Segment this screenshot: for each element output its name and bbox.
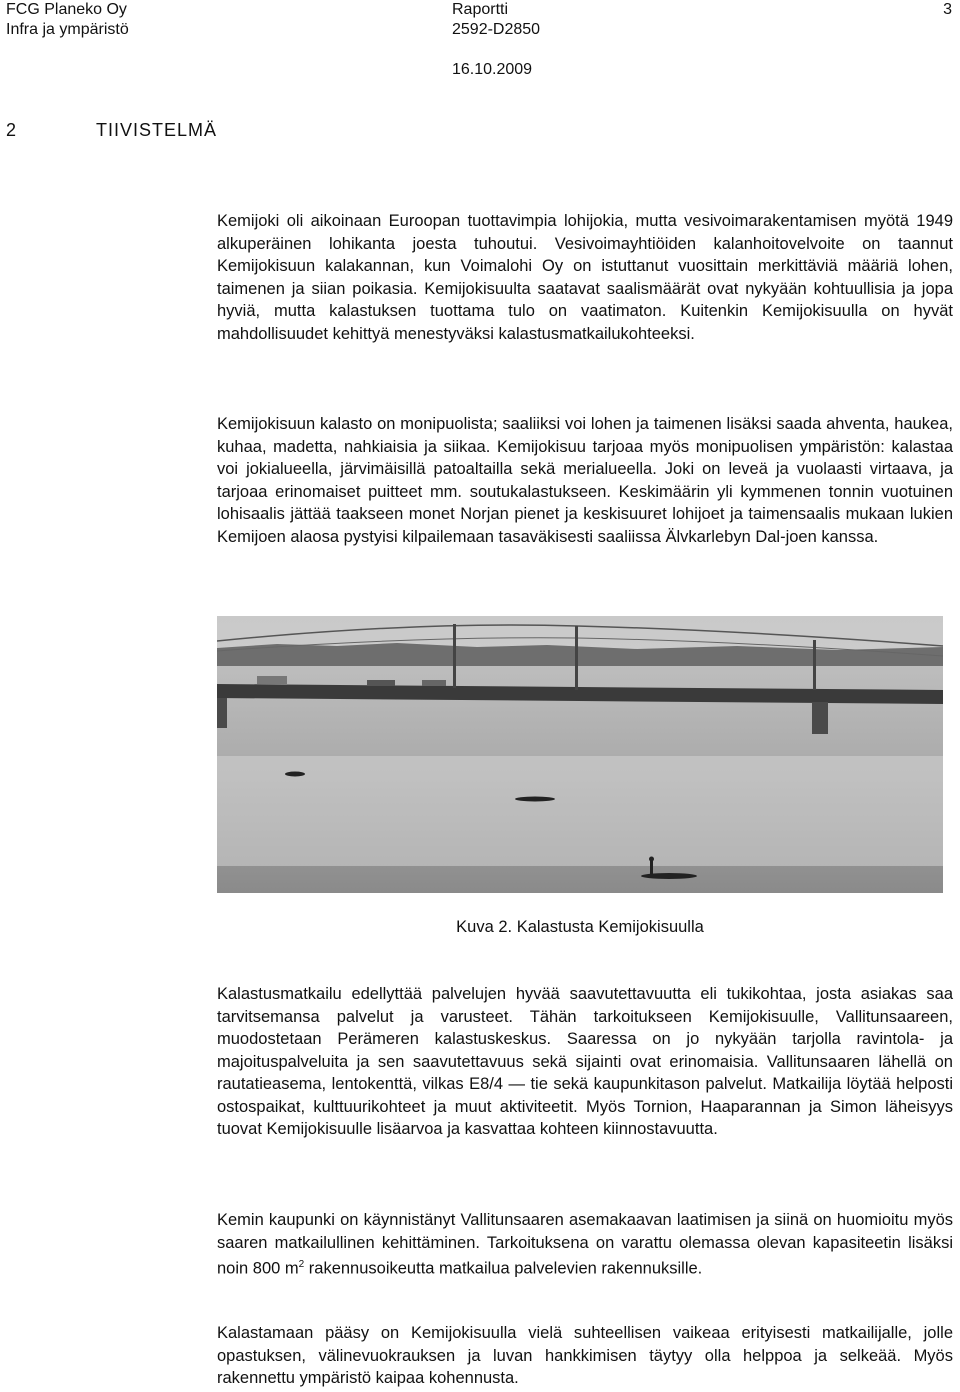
header-center (452, 0, 540, 40)
section-number: 2 (6, 120, 18, 140)
paragraph-zoning (217, 1209, 953, 1280)
paragraph-fish-species: Kemijokisuun kalasto on monipuolista; saaliiksi voi lohen ja taimenen lisäksi saada ahventa, haukea, kuhaa, madetta, nahkiaisia ja siikaa. Kemijokisuu tarjoaa myös monipuolisen ympäristön: kalastaa voi jokialueella, järvimäisillä patoaltailla sekä merialueella. Joki on leveä ja vuolaasti virtaava, ja tarjoaa erinomaiset puitteet mm. soutukalastukseen. Keskimäärin yli kymmenen tonnin vuotuinen lohisaalis jättää taakseen monet Norjan pienet ja keskisuuret lohijoet ja taimensaalis mukaan lukien Kemijoen alaosa pystyisi kilpailemaan tasaväkisesti saaliissa Älvkarlebyn Dal-joen kanssa. (217, 415, 953, 546)
paragraph-access: Kalastamaan pääsy on Kemijokisuulla vielä suhteellisen vaikeaa erityisesti matkailijalle, jolle opastuksen, välinevuokrauksen ja luvan hankkimisen täytyy olla helppoa ja selkeää. Myös rakennettu ympäristö kaipaa kohennusta. (217, 1324, 953, 1387)
photo-caption: Kuva 2. Kalastusta Kemijokisuulla (456, 918, 704, 936)
paragraph-fishing-tourism: Kalastusmatkailu edellyttää palvelujen hyvää saavutettavuutta eli tukikohtaa, josta asiakas saa tarvitsemansa palvelut ja varusteet. Tähän tarkoitukseen Kemijokisuulle, Vallitunsaareen, muodostetaan Perämeren kalastuskeskus. Saaressa on jo nykyään tarjolla ravintola- ja majoituspalveluita ja sen saavutettavuus sekä sijainti ovat erinomaisia. Vallitunsaaren lähellä on rautatieasema, lentokenttä, vilkas E8/4 — tie sekä kaupunkitason palvelut. Matkailija löytää helposti ostospaikat, kulttuurikohteet ja muut aktiviteetit. Myös Tornion, Haaparannan ja Simon läheisyys tuovat Kemijokisuulle lisäarvoa ja kasvattaa kohteen kiinnostavuutta. (217, 985, 953, 1138)
paragraph-zoning-text-start: Kemin kaupunki on käynnistänyt Vallitunsaaren asemakaavan laatimisen ja siinä on huomioitu myös saaren matkailullinen kehittäminen. Tarkoituksena on varattu olemassa olevan kapasiteetin lisäksi noin 800 m (217, 1211, 953, 1278)
river-bridge-photo (217, 616, 943, 893)
company-name: FCG Planeko Oy (6, 1, 127, 18)
paragraph-zoning-text-end: rakennusoikeutta matkailua palvelevien rakennuksille. (304, 1259, 703, 1278)
page-number: 3 (943, 1, 952, 18)
superscript-2: 2 (298, 1259, 305, 1270)
document-date: 16.10.2009 (452, 61, 533, 78)
document-type: Raportti (452, 1, 509, 18)
section-heading (6, 120, 217, 141)
paragraph-intro: Kemijoki oli aikoinaan Euroopan tuottavimpia lohijokia, mutta vesivoimarakentamisen myötä 1949 alkuperäinen lohikanta joesta tuhoutui. Vesivoimayhtiöiden kalanhoitovelvoite on taannut Kemijokisuun kalakannan, kun Voimalohi Oy on istuttanut vuosittain merkittäviä määriä lohen, taimenen ja siian poikasia. Kemijokisuulta saatavat saalismäärät ovat nykyään kohtuullisia ja jopa hyviä, mutta kalastuksen tuottama tulo on vaatimaton. Kuitenkin Kemijokisuulla on hyvät mahdollisuudet kehittyä menestyväksi kalastusmatkailukohteeksi. (217, 212, 953, 343)
section-title: TIIVISTELMÄ (96, 120, 218, 140)
header-left (6, 0, 129, 40)
document-number: 2592-D2850 (452, 21, 541, 38)
department-name: Infra ja ympäristö (6, 21, 129, 38)
